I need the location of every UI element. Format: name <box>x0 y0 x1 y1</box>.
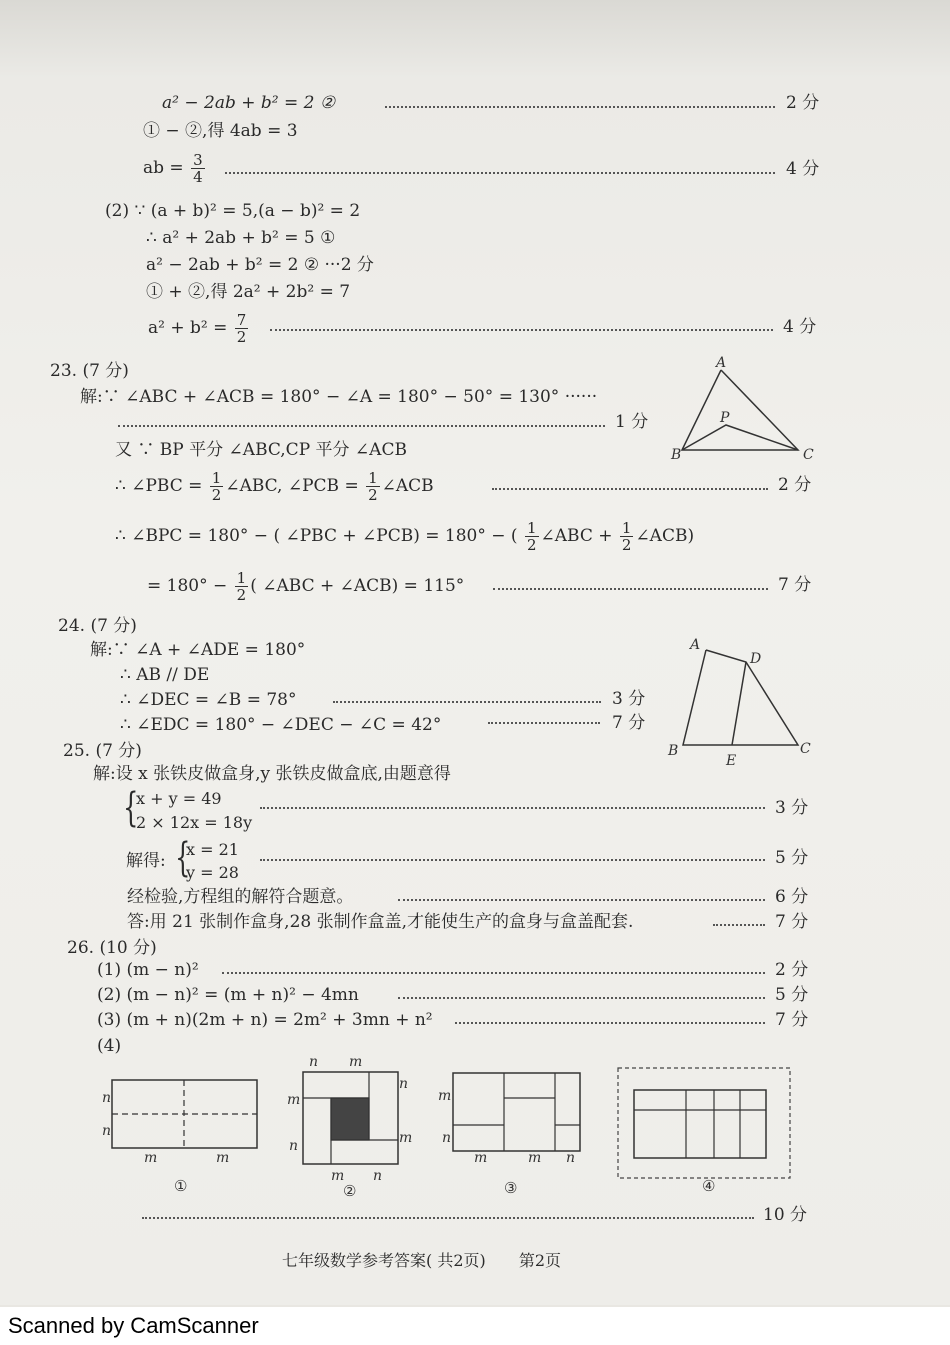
side-label: n <box>373 1168 383 1184</box>
figure-4-dashed-frame <box>612 1063 797 1198</box>
eq-text: ∴ ∠BPC = 180° − ( ∠PBC + ∠PCB) = 180° − ( <box>115 526 518 546</box>
q23-line-b: 又 ∵ BP 平分 ∠ABC,CP 平分 ∠ACB <box>115 440 407 460</box>
denominator: 2 <box>368 486 378 504</box>
side-label: n <box>102 1090 112 1106</box>
vertex-label: P <box>720 410 730 426</box>
points-label: 4 分 <box>786 159 820 179</box>
question-24-header: 24. (7 分) <box>58 616 137 636</box>
dot-leader <box>488 722 600 724</box>
q26-line-d: (4) <box>97 1036 122 1056</box>
vertex-label: C <box>800 741 811 757</box>
vertex-label: D <box>750 651 762 667</box>
q26-line-a: (1) (m − n)² <box>97 960 199 980</box>
eq-line-5: ∴ a² + 2ab + b² = 5 ① <box>146 228 336 248</box>
side-label: n <box>289 1138 299 1154</box>
eq-text: ( ∠ABC + ∠ACB) = 115° <box>250 576 465 596</box>
dot-leader <box>492 488 768 490</box>
side-label: m <box>216 1150 230 1166</box>
q25-line-a: 解:设 x 张铁皮做盒身,y 张铁皮做盒底,由题意得 <box>93 764 451 784</box>
q23-line-c <box>115 470 434 503</box>
footer-title: 七年级数学参考答案( 共2页) <box>282 1251 486 1270</box>
numerator: 7 <box>236 311 247 329</box>
q25-sol-2: y = 28 <box>186 863 239 882</box>
dot-leader <box>270 329 773 331</box>
dot-leader <box>398 997 765 999</box>
page-footer <box>282 1248 589 1271</box>
quadrilateral-figure <box>668 635 818 770</box>
dot-leader <box>142 1217 754 1219</box>
points-label: 3 分 <box>612 689 646 709</box>
eq-text: ∠ABC, ∠PCB = <box>225 476 359 496</box>
denominator: 2 <box>236 328 247 346</box>
side-label: m <box>349 1054 363 1070</box>
points-label: 2 分 <box>778 475 812 495</box>
points-label: 4 分 <box>783 317 817 337</box>
figure-2-square <box>285 1050 413 1200</box>
q24-line-c: ∴ ∠DEC = ∠B = 78° <box>120 690 297 710</box>
side-label: n <box>442 1130 452 1146</box>
fraction-half <box>366 470 380 503</box>
fraction-half <box>235 570 249 603</box>
footer-page-number: 第2页 <box>518 1251 562 1270</box>
q25-line-e: 答:用 21 张制作盒身,28 张制作盒盖,才能使生产的盒身与盒盖配套. <box>127 912 634 932</box>
q25-eq-1: x + y = 49 <box>136 789 222 808</box>
dot-leader <box>713 924 765 926</box>
points-label: 7 分 <box>778 575 812 595</box>
denominator: 2 <box>236 586 247 604</box>
question-23-header: 23. (7 分) <box>50 361 129 381</box>
side-label: m <box>331 1168 345 1184</box>
denominator: 2 <box>526 536 537 554</box>
points-label: 2 分 <box>775 960 809 980</box>
points-label: 7 分 <box>775 912 809 932</box>
q26-line-b: (2) (m − n)² = (m + n)² − 4mn <box>97 985 359 1005</box>
dot-leader <box>260 859 765 861</box>
points-label: 1 分 <box>615 412 649 432</box>
points-label: 5 分 <box>775 848 809 868</box>
side-label: m <box>528 1150 542 1166</box>
dot-leader <box>260 807 765 809</box>
eq-line-1: a² − 2ab + b² = 2 ② <box>162 93 336 113</box>
eq-line-2: ① − ②,得 4ab = 3 <box>143 121 298 141</box>
eq-line-3 <box>143 152 207 185</box>
figure-caption: ④ <box>702 1177 716 1195</box>
question-26-header: 26. (10 分) <box>67 938 157 958</box>
q25-sol-1: x = 21 <box>186 840 239 859</box>
points-label: 10 分 <box>763 1205 808 1225</box>
eq-line-6: a² − 2ab + b² = 2 ② ···2 分 <box>146 255 374 275</box>
triangle-abc-figure <box>668 355 828 463</box>
q26-line-c: (3) (m + n)(2m + n) = 2m² + 3mn + n² <box>97 1010 433 1030</box>
fraction-half <box>210 470 224 503</box>
side-label: m <box>438 1088 452 1104</box>
points-label: 2 分 <box>786 93 820 113</box>
camscanner-watermark: Scanned by CamScanner <box>8 1313 259 1338</box>
numerator: 1 <box>236 569 247 587</box>
side-label: n <box>399 1076 409 1092</box>
vertex-label: A <box>690 637 701 653</box>
dot-leader <box>493 588 768 590</box>
side-label: n <box>102 1123 112 1139</box>
figure-1-rectangle <box>100 1075 265 1195</box>
denominator: 2 <box>211 486 222 504</box>
vertex-label: B <box>671 447 682 463</box>
side-label: m <box>474 1150 488 1166</box>
fraction <box>235 312 249 345</box>
dot-leader <box>398 899 765 901</box>
points-label: 5 分 <box>775 985 809 1005</box>
side-label: m <box>144 1150 158 1166</box>
vertex-label: C <box>803 447 814 463</box>
q23-line-e <box>147 570 464 603</box>
dot-leader <box>225 172 775 174</box>
eq-line-7: ① + ②,得 2a² + 2b² = 7 <box>146 282 351 302</box>
vertex-label: A <box>716 355 727 371</box>
side-label: n <box>309 1054 319 1070</box>
figure-caption: ① <box>174 1177 188 1195</box>
q24-line-a: 解:∵ ∠A + ∠ADE = 180° <box>90 640 306 660</box>
points-label: 7 分 <box>612 713 646 733</box>
q24-line-b: ∴ AB // DE <box>120 665 210 685</box>
q25-eq-2: 2 × 12x = 18y <box>136 813 253 832</box>
side-label: m <box>287 1092 301 1108</box>
numerator: 1 <box>368 469 378 487</box>
side-label: n <box>566 1150 576 1166</box>
eq-text: ∠ACB <box>381 476 434 496</box>
equation-brace: { <box>123 785 139 831</box>
vertex-label: B <box>668 743 679 759</box>
figure-caption: ③ <box>504 1179 518 1197</box>
numerator: 1 <box>621 519 632 537</box>
eq-text: ∠ACB) <box>635 526 695 546</box>
denominator: 4 <box>193 168 203 186</box>
eq-text: ∴ ∠PBC = <box>115 476 203 496</box>
dot-leader <box>333 701 601 703</box>
points-label: 6 分 <box>775 887 809 907</box>
fraction-half <box>525 520 539 553</box>
figure-3-rectangle <box>438 1068 593 1198</box>
eq-text: ∠ABC + <box>540 526 613 546</box>
eq-text: = 180° − <box>147 576 228 596</box>
denominator: 2 <box>621 536 632 554</box>
points-label: 7 分 <box>775 1010 809 1030</box>
eq-text: a² + b² = <box>148 318 228 338</box>
watermark-bar <box>0 1307 950 1345</box>
dot-leader <box>455 1022 765 1024</box>
numerator: 1 <box>211 469 222 487</box>
points-label: 3 分 <box>775 798 809 818</box>
dot-leader <box>385 106 775 108</box>
eq-text: ab = <box>143 158 184 178</box>
eq-line-4: (2) ∵ (a + b)² = 5,(a − b)² = 2 <box>105 201 361 221</box>
numerator: 3 <box>193 151 203 169</box>
side-label: m <box>399 1130 413 1146</box>
q23-line-d <box>115 520 694 553</box>
q25-solve-label: 解得: <box>126 851 166 871</box>
vertex-label: E <box>726 753 737 769</box>
eq-line-8 <box>148 312 250 345</box>
fraction <box>191 152 205 185</box>
q23-line-a: 解:∵ ∠ABC + ∠ACB = 180° − ∠A = 180° − 50° = 130° ······ <box>80 387 598 407</box>
q25-line-d: 经检验,方程组的解符合题意。 <box>127 887 354 907</box>
figure-caption: ② <box>343 1182 357 1200</box>
numerator: 1 <box>526 519 537 537</box>
dot-leader <box>222 972 765 974</box>
dot-leader <box>118 425 605 427</box>
equation-brace: { <box>175 835 191 881</box>
fraction-half <box>620 520 634 553</box>
question-25-header: 25. (7 分) <box>63 741 142 761</box>
q24-line-d: ∴ ∠EDC = 180° − ∠DEC − ∠C = 42° <box>120 715 442 735</box>
